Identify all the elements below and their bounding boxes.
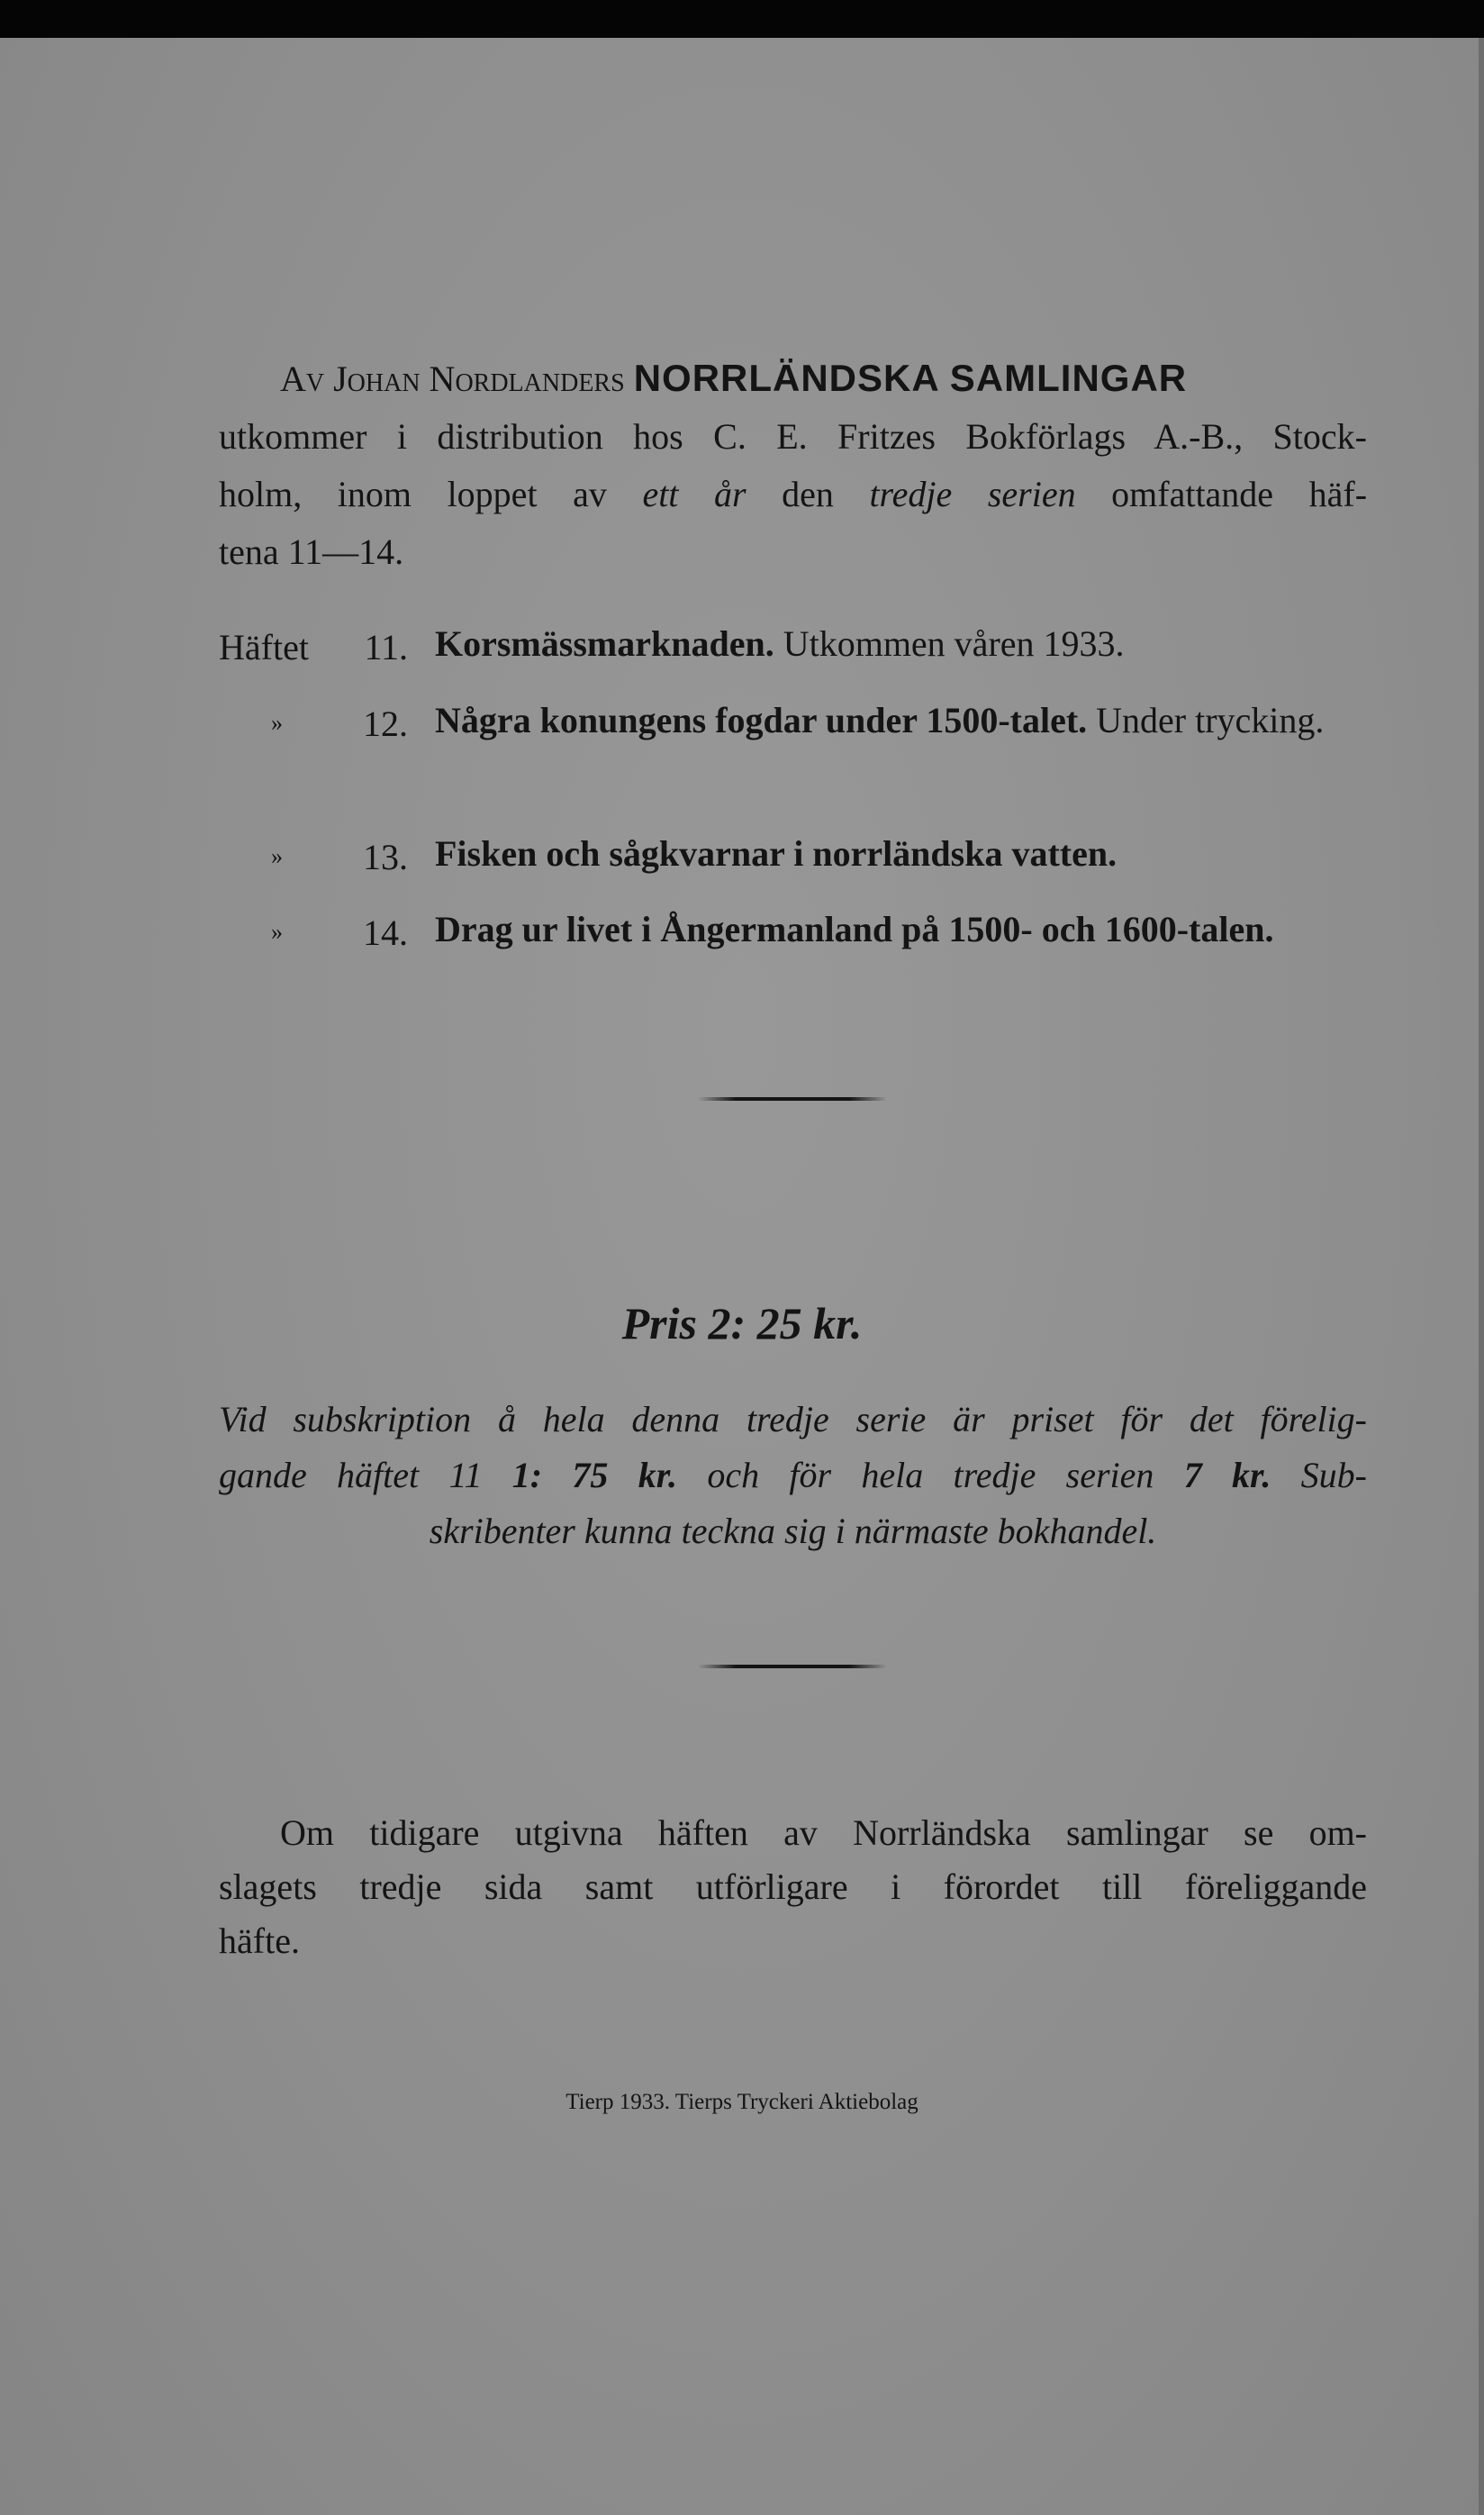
issue-number: 14. — [363, 912, 408, 953]
issue-status: Under trycking. — [1096, 700, 1325, 740]
offer-line-3: skribenter kunna teckna sig i närmaste bokhandel. — [429, 1511, 1157, 1551]
text-fragment: och för hela tredje serien — [707, 1455, 1154, 1495]
offer-line-2 — [219, 1448, 1367, 1503]
announcement-line-3 — [219, 466, 1367, 523]
issue-content — [435, 828, 1367, 880]
ditto-mark: » — [271, 919, 283, 945]
subscription-offer — [219, 1392, 1367, 1559]
price-heading: Pris 2: 25 kr. — [621, 1298, 863, 1348]
emphasis-third-series: tredje serien — [869, 474, 1076, 514]
offer-line-1: Vid subskription å hela denna tredje serie är priset för det förelig- — [219, 1399, 1367, 1439]
announcement-line-1 — [219, 350, 1367, 408]
issue-status: Utkommen våren 1933. — [783, 623, 1125, 664]
text-fragment: den — [782, 474, 834, 514]
subscription-price-series: 7 kr. — [1183, 1455, 1271, 1495]
issue-content — [435, 618, 1367, 670]
author-credit: Av Johan Nordlanders — [280, 359, 625, 399]
ditto-mark: » — [271, 843, 283, 869]
emphasis-one-year: ett år — [642, 474, 747, 514]
subscription-price-issue: 1: 75 kr. — [511, 1455, 678, 1495]
separator-rule — [698, 1097, 887, 1101]
issue-title: Fisken och sågkvarnar i norrländska vatten. — [435, 833, 1118, 874]
scan-top-border — [0, 0, 1484, 38]
text-fragment: omfattande häf- — [1111, 474, 1368, 514]
series-title: NORRLÄNDSKA SAMLINGAR — [633, 357, 1188, 399]
text-fragment: holm, inom loppet av — [219, 474, 607, 514]
issue-content — [435, 695, 1367, 747]
issue-number: 13. — [363, 837, 408, 877]
printer-imprint: Tierp 1933. Tierps Tryckeri Aktiebolag — [566, 2090, 918, 2114]
issue-number: 12. — [363, 704, 408, 744]
issue-label: Häftet — [219, 627, 309, 667]
issue-title: Korsmässmarknaden. — [435, 623, 774, 664]
series-announcement — [219, 350, 1367, 581]
ditto-mark: » — [271, 710, 283, 736]
earlier-issues-note — [219, 1806, 1367, 1968]
issue-content — [435, 903, 1367, 956]
announcement-line-4: tena 11—14. — [219, 531, 404, 572]
text-fragment: gande häftet 11 — [219, 1455, 483, 1495]
text-fragment: Sub- — [1300, 1455, 1367, 1495]
issue-title: Några konungens fogdar under 1500-talet. — [435, 700, 1088, 740]
scan-right-edge — [1479, 38, 1484, 2515]
note-line-1: Om tidigare utgivna häften av Norrländska samlingar se om- — [280, 1812, 1367, 1853]
note-line-3: häfte. — [219, 1920, 300, 1961]
announcement-line-2: utkommer i distribution hos C. E. Fritzes Bokförlags A.-B., Stock- — [219, 416, 1367, 457]
issue-number: 11. — [364, 627, 408, 667]
separator-rule — [698, 1665, 887, 1668]
issue-title: Drag ur livet i Ångermanland på 1500- och 1600-talen. — [435, 909, 1274, 949]
note-line-2: slagets tredje sida samt utförligare i förordet till föreliggande — [219, 1866, 1367, 1907]
